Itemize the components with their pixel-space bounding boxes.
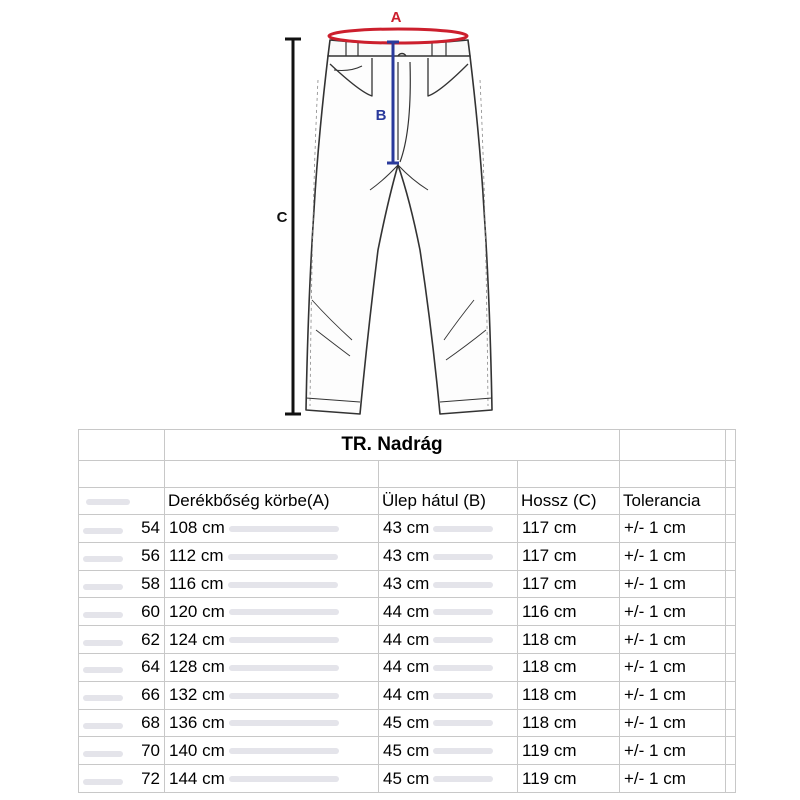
label-c: C <box>276 209 288 226</box>
length-cell <box>518 709 620 737</box>
waist-value: 140 cm <box>169 740 225 760</box>
length-cell <box>518 765 620 793</box>
blurred-label <box>83 528 123 534</box>
tolerance-value: +/- 1 cm <box>624 685 686 705</box>
table-row <box>79 515 736 543</box>
seat-cell <box>379 570 518 598</box>
trouser-outline <box>306 40 492 414</box>
tolerance-cell <box>620 542 726 570</box>
seat-cell <box>379 515 518 543</box>
length-value: 118 cm <box>522 629 577 649</box>
seat-cell <box>379 626 518 654</box>
size-cell <box>79 542 165 570</box>
empty-cell <box>726 653 736 681</box>
waist-cell <box>165 515 379 543</box>
empty-cell <box>726 542 736 570</box>
blurred-text <box>228 554 338 560</box>
seat-value: 44 cm <box>383 601 430 621</box>
tolerance-value: +/- 1 cm <box>624 768 686 788</box>
header-seat: Ülep hátul (B) <box>379 488 518 515</box>
size-value: 72 <box>141 768 160 788</box>
label-a: A <box>390 9 402 26</box>
length-cell <box>518 653 620 681</box>
blurred-text <box>229 665 339 671</box>
size-cell <box>79 681 165 709</box>
tolerance-cell <box>620 709 726 737</box>
blurred-text <box>229 720 339 726</box>
waist-cell <box>165 626 379 654</box>
table-row <box>79 709 736 737</box>
seat-cell <box>379 709 518 737</box>
seat-value: 43 cm <box>383 546 430 566</box>
blurred-label <box>83 612 123 618</box>
length-value: 117 cm <box>522 573 577 593</box>
waist-value: 112 cm <box>169 546 224 566</box>
waist-cell <box>165 765 379 793</box>
tolerance-value: +/- 1 cm <box>624 629 686 649</box>
size-cell <box>79 626 165 654</box>
length-value: 117 cm <box>522 546 577 566</box>
empty-cell <box>726 737 736 765</box>
blurred-text <box>229 693 339 699</box>
length-cell <box>518 626 620 654</box>
waist-cell <box>165 570 379 598</box>
waist-cell <box>165 737 379 765</box>
seat-value: 45 cm <box>383 740 430 760</box>
tolerance-value: +/- 1 cm <box>624 573 686 593</box>
waist-value: 116 cm <box>169 573 224 593</box>
blurred-text <box>433 748 493 754</box>
length-value: 119 cm <box>522 740 577 760</box>
seat-value: 45 cm <box>383 712 430 732</box>
length-value: 118 cm <box>522 712 577 732</box>
table-row <box>79 570 736 598</box>
waist-value: 128 cm <box>169 657 225 677</box>
size-value: 66 <box>141 685 160 705</box>
blurred-text <box>229 776 339 782</box>
tolerance-cell <box>620 598 726 626</box>
empty-cell <box>726 681 736 709</box>
length-value: 119 cm <box>522 768 577 788</box>
blurred-label <box>83 695 123 701</box>
waist-cell <box>165 598 379 626</box>
size-cell <box>79 598 165 626</box>
size-value: 58 <box>141 573 160 593</box>
blurred-text <box>433 637 493 643</box>
header-size-blurred <box>79 488 165 515</box>
length-cell <box>518 515 620 543</box>
blurred-label <box>83 751 123 757</box>
seat-value: 43 cm <box>383 518 430 538</box>
waist-value: 108 cm <box>169 518 225 538</box>
waist-value: 144 cm <box>169 768 225 788</box>
length-cell <box>518 570 620 598</box>
tolerance-value: +/- 1 cm <box>624 712 686 732</box>
blurred-text <box>433 693 493 699</box>
tolerance-value: +/- 1 cm <box>624 518 686 538</box>
table-row <box>79 542 736 570</box>
table-title-row <box>79 430 736 461</box>
tolerance-cell <box>620 737 726 765</box>
label-b: B <box>375 107 387 124</box>
length-cell <box>518 737 620 765</box>
blurred-text <box>229 526 339 532</box>
blurred-text <box>433 776 493 782</box>
table-title: TR. Nadrág <box>165 430 620 461</box>
table-row <box>79 737 736 765</box>
size-value: 54 <box>141 518 160 538</box>
size-cell <box>79 653 165 681</box>
tolerance-cell <box>620 653 726 681</box>
blurred-text <box>433 526 493 532</box>
table-row <box>79 653 736 681</box>
tolerance-cell <box>620 765 726 793</box>
blurred-label <box>83 584 123 590</box>
empty-cell <box>726 765 736 793</box>
tolerance-cell <box>620 570 726 598</box>
tolerance-cell <box>620 515 726 543</box>
waist-cell <box>165 542 379 570</box>
length-value: 117 cm <box>522 518 577 538</box>
table-header-row <box>79 488 736 515</box>
length-cell <box>518 542 620 570</box>
header-length: Hossz (C) <box>518 488 620 515</box>
size-value: 68 <box>141 712 160 732</box>
length-cell <box>518 598 620 626</box>
blurred-text <box>229 748 339 754</box>
blurred-text <box>229 637 339 643</box>
seat-cell <box>379 737 518 765</box>
empty-cell <box>726 626 736 654</box>
blurred-label <box>83 667 123 673</box>
empty-cell <box>726 598 736 626</box>
table-row <box>79 765 736 793</box>
waist-cell <box>165 709 379 737</box>
length-value: 118 cm <box>522 685 577 705</box>
length-cell <box>518 681 620 709</box>
seat-cell <box>379 598 518 626</box>
blurred-label <box>83 640 123 646</box>
seat-cell <box>379 653 518 681</box>
table-row <box>79 681 736 709</box>
seat-cell <box>379 681 518 709</box>
blurred-text <box>433 582 493 588</box>
blurred-text <box>228 582 338 588</box>
size-cell <box>79 737 165 765</box>
length-value: 116 cm <box>522 601 577 621</box>
empty-cell <box>726 515 736 543</box>
waist-cell <box>165 681 379 709</box>
blurred-text <box>433 720 493 726</box>
tolerance-value: +/- 1 cm <box>624 740 686 760</box>
blurred-text <box>433 554 493 560</box>
length-value: 118 cm <box>522 657 577 677</box>
seat-value: 44 cm <box>383 629 430 649</box>
waist-value: 124 cm <box>169 629 225 649</box>
blurred-text <box>229 609 339 615</box>
measurement-c <box>277 39 301 414</box>
seat-cell <box>379 542 518 570</box>
measurement-a <box>329 9 467 43</box>
empty-cell <box>726 570 736 598</box>
tolerance-value: +/- 1 cm <box>624 657 686 677</box>
size-cell <box>79 570 165 598</box>
waist-value: 132 cm <box>169 685 225 705</box>
blurred-text <box>433 609 493 615</box>
size-value: 70 <box>141 740 160 760</box>
blurred-text <box>433 665 493 671</box>
blurred-label <box>83 723 123 729</box>
blurred-label <box>83 556 123 562</box>
seat-value: 45 cm <box>383 768 430 788</box>
seat-value: 44 cm <box>383 657 430 677</box>
seat-value: 43 cm <box>383 573 430 593</box>
size-value: 56 <box>141 546 160 566</box>
size-cell <box>79 709 165 737</box>
tolerance-value: +/- 1 cm <box>624 546 686 566</box>
size-value: 62 <box>141 629 160 649</box>
table-row <box>79 598 736 626</box>
header-tolerance: Tolerancia <box>620 488 726 515</box>
size-value: 64 <box>141 657 160 677</box>
tolerance-cell <box>620 626 726 654</box>
header-waist: Derékbőség körbe(A) <box>165 488 379 515</box>
table-spacer-row <box>79 461 736 488</box>
empty-cell <box>726 709 736 737</box>
size-value: 60 <box>141 601 160 621</box>
size-table <box>78 429 736 793</box>
size-cell <box>79 765 165 793</box>
waist-value: 136 cm <box>169 712 225 732</box>
waist-cell <box>165 653 379 681</box>
size-cell <box>79 515 165 543</box>
blurred-label <box>83 779 123 785</box>
waist-value: 120 cm <box>169 601 225 621</box>
tolerance-cell <box>620 681 726 709</box>
size-rows <box>79 515 736 793</box>
seat-value: 44 cm <box>383 685 430 705</box>
tolerance-value: +/- 1 cm <box>624 601 686 621</box>
table-row <box>79 626 736 654</box>
seat-cell <box>379 765 518 793</box>
